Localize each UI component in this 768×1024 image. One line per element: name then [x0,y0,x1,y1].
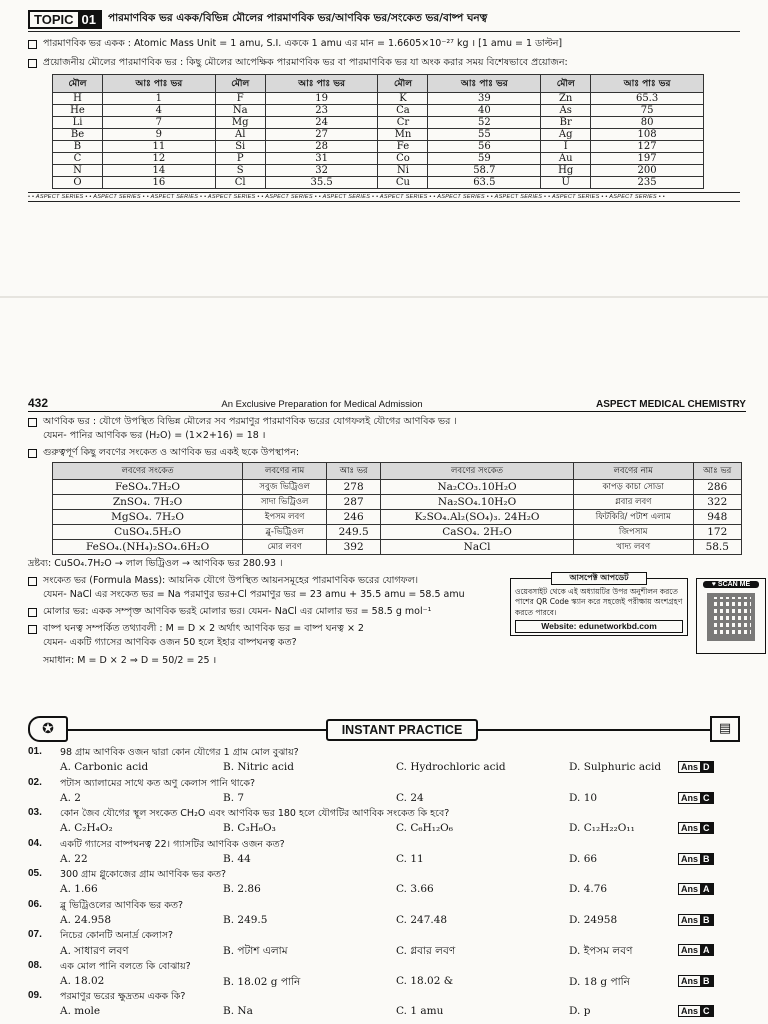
table-cell: Na₂SO₄.10H₂O [381,495,574,510]
answer-key: C [700,823,713,833]
table-cell: 56 [428,141,541,153]
table-cell: He [53,105,103,117]
topic-number: 01 [78,12,100,27]
salt-table-intro [28,446,746,460]
options-row [28,853,742,865]
question-text: 98 গ্রাম আণবিক ওজন দ্বারা কোন যৌগের 1 গ্রাম মোল বুঝায়? [60,747,299,758]
table-cell: FeSO₄.7H₂O [53,480,243,495]
table-cell: 39 [428,93,541,105]
table-cell: Cr [378,117,428,129]
answer-badge [678,944,714,956]
table-cell: 197 [591,153,704,165]
topic-badge [28,10,102,29]
header-center-title: An Exclusive Preparation for Medical Admission [221,399,423,410]
page-number: 432 [28,396,49,410]
table-cell: 75 [591,105,704,117]
table-cell: 19 [265,93,378,105]
option-c: C. Hydrochloric acid [396,761,506,773]
table-cell: 65.3 [591,93,704,105]
answer-label: Ans [681,762,699,772]
table-row [53,540,742,555]
option-b: B. Nitric acid [223,761,294,773]
answer-key: C [700,793,713,803]
table-cell: As [541,105,591,117]
question-line [28,868,742,883]
option-c: C. 1 amu [396,1005,444,1017]
table-cell: Co [378,153,428,165]
table-row [53,495,742,510]
table-cell: 63.5 [428,177,541,189]
question-number: 05. [28,868,42,879]
table-cell: 278 [327,480,381,495]
question-line [28,990,742,1005]
table-cell: খাদ্য লবণ [573,540,693,555]
table-cell: 16 [102,177,215,189]
table-cell: MgSO₄. 7H₂O [53,510,243,525]
table-cell: 52 [428,117,541,129]
option-a: A. সাধারণ লবণ [60,945,129,957]
question-number: 04. [28,837,42,849]
answer-badge [678,883,714,895]
option-b: B. C₃H₆O₃ [223,822,276,834]
question-number: 01. [28,746,42,757]
option-b: B. Na [223,1005,253,1017]
website-link[interactable]: Website: edunetworkbd.com [515,620,683,633]
table-cell: Mn [378,129,428,141]
table-cell: F [215,93,265,105]
table-cell: C [53,153,103,165]
question-item [28,777,742,808]
answer-badge [678,761,714,773]
qr-code-box[interactable] [696,578,766,654]
table-cell: 7 [102,117,215,129]
question-line [28,838,742,853]
option-b: B. 249.5 [223,913,268,926]
option-b: B. 2.86 [223,883,261,895]
option-b: B. 18.02 g পানি [223,975,301,988]
page-edge-divider [0,296,768,298]
table-cell: O [53,177,103,189]
option-a: A. mole [60,1005,101,1017]
note-line: দ্রষ্টব্য: CuSO₄.7H₂O → লাল ভিট্রিওল → আণবিক ভর 280.93 । [28,558,283,569]
question-text: ব্লু ভিট্রিওলের আণবিক ভর কত? [60,899,184,911]
question-list [28,746,742,1021]
question-line [28,899,742,914]
question-item [28,868,742,899]
answer-badge [678,853,714,865]
question-number: 09. [28,990,42,1001]
molecular-mass-def-text: আণবিক ভর : যৌগে উপস্থিত বিভিন্ন মৌলের সব পরমাণুর পারমাণবিক ভরের যোগফলই যৌগের আণবিক ভর । [43,416,457,427]
options-row [28,761,742,773]
table-cell: 4 [102,105,215,117]
question-number: 08. [28,959,42,971]
column-header: লবণের সংকেত [53,463,243,480]
option-c: C. 3.66 [396,883,434,895]
table-cell: ZnSO₄. 7H₂O [53,495,243,510]
option-c: C. 247.48 [396,913,448,926]
table-cell: Cl [215,177,265,189]
answer-label: Ans [681,945,699,955]
table-cell: 286 [693,480,741,495]
answer-label: Ans [681,1006,699,1016]
table-cell: Au [541,153,591,165]
options-row [28,792,742,804]
book-title: ASPECT MEDICAL CHEMISTRY [595,399,746,410]
table-cell: 948 [693,510,741,525]
table-cell: 172 [693,525,741,540]
table-cell: ফিটকিরি/ পটাশ এলাম [573,510,693,525]
table-cell: 12 [102,153,215,165]
option-b: B. 7 [223,791,245,804]
column-header: আঃ পাঃ ভর [265,75,378,93]
notice-title: আসপেক্ট আপডেট [551,572,647,585]
checkbox-square-icon [28,418,37,427]
table-cell: I [541,141,591,153]
table-cell: ইপসম লবণ [243,510,327,525]
table-cell: Cu [378,177,428,189]
answer-label: Ans [681,975,699,986]
table-cell: B [53,141,103,153]
table-row [53,153,704,165]
table-cell: K [378,93,428,105]
question-item [28,899,742,930]
table-header-row [53,75,704,93]
table-cell: 200 [591,165,704,177]
question-line [28,807,742,822]
column-header: মৌল [378,75,428,93]
question-line [28,777,742,792]
options-row [28,883,742,895]
table-row [53,117,704,129]
option-d: D. 18 g পানি [569,975,630,988]
option-d: D. 66 [569,852,598,865]
table-cell: U [541,177,591,189]
option-d: D. 10 [569,791,598,804]
instant-practice-bar [28,716,740,744]
question-item [28,960,742,991]
options-row [28,975,742,992]
question-text: 300 গ্রাম গ্লুকোজের গ্রাম আণবিক ভর কত? [60,869,227,880]
table-cell: 31 [265,153,378,165]
answer-badge [678,975,714,987]
answer-label: Ans [681,792,699,803]
table-cell: 11 [102,141,215,153]
option-d: D. C₁₂H₂₂O₁₁ [569,822,635,834]
column-header: মৌল [53,75,103,93]
option-d: D. 24958 [569,913,618,926]
table-cell: 14 [102,165,215,177]
answer-label: Ans [681,853,699,864]
table-row [53,480,742,495]
question-text: এক মোল পানি বলতে কি বোঝায়? [60,960,191,972]
table-cell: 24 [265,117,378,129]
table-cell: 35.5 [265,177,378,189]
option-a: A. 18.02 [60,974,105,987]
option-c: C. 24 [396,791,424,804]
table-cell: Br [541,117,591,129]
table-cell: CuSO₄.5H₂O [53,525,243,540]
option-b: B. 44 [223,852,251,865]
table-cell: 246 [327,510,381,525]
table-cell: Si [215,141,265,153]
table-cell: Li [53,117,103,129]
table-header-row [53,463,742,480]
table-cell: CaSO₄. 2H₂O [381,525,574,540]
answer-key: A [700,945,713,955]
question-line [28,929,742,944]
table-cell: Ni [378,165,428,177]
question-text: কোন জৈব যৌগের স্থূল সংকেত CH₂O এবং আণবিক ভর 180 হলে যৌগটির আণবিক সংকেত কি হবে? [60,808,450,819]
qr-code-icon [707,593,755,641]
answer-key: D [700,762,713,772]
question-number: 03. [28,807,42,818]
solution-line: সমাধান: M = D × 2 ⇒ D = 50/2 = 25 । [43,655,217,666]
molecular-mass-example: যেমন- পানির আণবিক ভর (H₂O) = (1×2+16) = 18 । [43,430,266,441]
answer-badge [678,1005,714,1017]
options-row [28,822,742,834]
checkbox-square-icon [28,608,37,617]
answer-key: B [700,915,713,925]
column-header: লবণের নাম [243,463,327,480]
table-row [53,525,742,540]
formula-mass-example: যেমন- NaCl এর সংকেত ভর = Na পরমাণুর ভর+Cl পরমাণুর ভর = 23 amu + 35.5 amu = 58.5 amu [43,589,465,600]
option-d: D. 4.76 [569,883,608,895]
answer-label: Ans [681,914,699,925]
table-cell: সবুজ ভিট্রিওল [243,480,327,495]
topic-label: TOPIC [34,12,74,27]
table-cell: 55 [428,129,541,141]
table-cell: সাদা ভিট্রিওল [243,495,327,510]
answer-key: C [700,1006,713,1016]
mass-table-intro [28,56,740,71]
answer-label: Ans [681,823,699,833]
question-text: পটাস অ্যালামের সাথে কত অণু কেলাস পানি থাকে? [60,777,256,789]
molecular-mass-def [28,415,746,429]
table-cell: 80 [591,117,704,129]
question-number: 07. [28,929,42,940]
table-cell: 27 [265,129,378,141]
answer-key: B [700,854,713,864]
question-number: 02. [28,776,42,788]
option-a: A. 22 [60,852,88,865]
table-cell: 392 [327,540,381,555]
answer-badge [678,914,714,926]
answer-badge [678,822,714,834]
option-c: C. গ্লবার লবণ [396,945,456,957]
salt-table [52,462,742,555]
table-cell: জিপসাম [573,525,693,540]
column-header: লবণের সংকেত [381,463,574,480]
page-header [28,396,746,412]
amu-text: পারমাণবিক ভর একক : Atomic Mass Unit = 1 amu, S.I. এককে 1 amu এর মান = 1.6605×10⁻²⁷ kg । [1 amu = 1 ডাল্টন] [43,38,563,49]
vapour-density-text: বাষ্প ঘনত্ব সম্পর্কিত তথ্যাবলী : M = D × 2 অর্থাৎ আণবিক ভর = বাষ্প ঘনত্ব × 2 [43,623,364,634]
option-a: A. C₂H₄O₂ [60,822,113,834]
atomic-mass-table [52,74,704,189]
option-d: D. ইপসম লবণ [569,945,633,957]
table-cell: 58.7 [428,165,541,177]
scan-me-label: ♥ SCAN ME [703,581,759,588]
question-line [28,746,742,761]
formula-mass-text: সংকেত ভর (Formula Mass): আয়নিক যৌগে উপস্থিত আয়নসমূহের পারমাণবিক ভরের যোগফল। [43,575,419,586]
question-text: একটি গ্যাসের বাষ্পঘনত্ব 22। গ্যাসটির আণবিক ওজন কত? [60,838,285,850]
table-cell: 322 [693,495,741,510]
table-cell: কাপড় কাচা সোডা [573,480,693,495]
question-item [28,838,742,869]
column-header: মৌল [541,75,591,93]
options-row [28,914,742,926]
table-cell: S [215,165,265,177]
table-cell: 9 [102,129,215,141]
topic-title: পারমাণবিক ভর একক/বিভিন্ন মৌলের পারমাণবিক ভর/আণবিক ভর/সংকেত ভর/বাষ্প ঘনত্ব [107,12,488,24]
brain-icon: ✪ [28,716,68,742]
table-cell: N [53,165,103,177]
notice-body: ওয়েবসাইট থেকে এই অধ্যায়টির উপর অনুশীলন করতে পাশের QR Code স্ক্যান করে সহজেই পরীক্ষায় অংশগ্রহণ করতে পারবে। [515,586,683,617]
aspect-update-notice [510,573,688,636]
table-cell: FeSO₄.(NH₄)₂SO₄.6H₂O [53,540,243,555]
answer-label: Ans [681,884,699,894]
table-cell: Ca [378,105,428,117]
checkbox-square-icon [28,449,37,458]
table-cell: P [215,153,265,165]
checkbox-square-icon [28,625,37,634]
table-cell: 249.5 [327,525,381,540]
mass-table-intro-text: প্রয়োজনীয় মৌলের পারমাণবিক ভর : কিছু মৌলের আপেক্ষিক পারমাণবিক ভর বা পারমাণবিক ভর যা অংক করার সময় বিশেষভাবে প্রয়োজন: [43,57,568,68]
options-row [28,944,742,961]
table-cell: 235 [591,177,704,189]
option-c: C. 18.02 & [396,974,454,987]
table-cell: 32 [265,165,378,177]
table-cell: Ag [541,129,591,141]
instant-practice-title: INSTANT PRACTICE [326,719,478,741]
answer-badge [678,792,714,804]
aspect-series-strip: • • ASPECT SERIES • • ASPECT SERIES • • ASPECT SERIES • • ASPECT SERIES • • ASPECT SERIES • • ASPECT SERIES • • ASPECT SERIES • • ASPECT SERIES • • ASPECT SERIES • • ASPECT SERIES • • ASPECT SERIES • • [28,192,740,202]
table-cell: 127 [591,141,704,153]
checkbox-square-icon [28,40,37,49]
previous-page-fragment [28,10,740,202]
table-cell: 287 [327,495,381,510]
table-cell: Zn [541,93,591,105]
table-row [53,105,704,117]
table-row [53,129,704,141]
column-header: আঃ ভর [693,463,741,480]
table-cell: গ্লবার লবণ [573,495,693,510]
question-item [28,990,742,1021]
table-cell: 28 [265,141,378,153]
table-cell: Na [215,105,265,117]
table-cell: Fe [378,141,428,153]
checkbox-square-icon [28,577,37,586]
answer-key: A [700,884,713,894]
topic-header [28,10,740,32]
page-432 [28,396,751,668]
table-cell: Na₂CO₃.10H₂O [381,480,574,495]
column-header: মৌল [215,75,265,93]
option-d: D. Sulphuric acid [569,761,662,773]
book-icon: ▤ [710,716,740,742]
table-cell: 1 [102,93,215,105]
vapour-density-example: যেমন- একটি গ্যাসের আণবিক ওজন 50 হলে ইহার বাষ্পঘনত্ব কত? [43,637,297,648]
table-row [53,165,704,177]
question-number: 06. [28,898,42,910]
info-section [28,573,751,668]
column-header: লবণের নাম [573,463,693,480]
question-item [28,807,742,838]
table-cell: K₂SO₄.Al₂(SO₄)₃. 24H₂O [381,510,574,525]
column-header: আঃ পাঃ ভর [428,75,541,93]
question-item [28,929,742,960]
option-b: B. পটাশ এলাম [223,945,288,957]
table-cell: 59 [428,153,541,165]
table-cell: Al [215,129,265,141]
option-c: C. 11 [396,852,424,865]
table-cell: Hg [541,165,591,177]
column-header: আঃ ভর [327,463,381,480]
table-row [53,510,742,525]
table-row [53,141,704,153]
table-cell: Mg [215,117,265,129]
table-cell: H [53,93,103,105]
table-row [53,93,704,105]
checkbox-square-icon [28,59,37,68]
table-cell: 108 [591,129,704,141]
table-cell: Be [53,129,103,141]
question-item [28,746,742,777]
amu-line [28,36,740,52]
molar-mass-text: মোলার ভর: একক সম্পৃক্ত আণবিক ভরই মোলার ভর। যেমন- NaCl এর মোলার ভর = 58.5 g mol⁻¹ [43,606,432,617]
option-d: D. p [569,1005,591,1017]
table-cell: 23 [265,105,378,117]
options-row [28,1005,742,1017]
table-cell: ব্লু-ভিট্রিওল [243,525,327,540]
question-text: পরমাণুর ভরের ক্ষুদ্রতম একক কি? [60,991,186,1002]
table-cell: NaCl [381,540,574,555]
question-line [28,960,742,975]
option-a: A. 1.66 [60,883,98,895]
column-header: আঃ পাঃ ভর [591,75,704,93]
salt-table-intro-text: গুরুত্বপূর্ণ কিছু লবণের সংকেত ও আণবিক ভর একই ছকে উপস্থাপন: [43,447,300,458]
table-row [53,177,704,189]
table-cell: 58.5 [693,540,741,555]
question-text: নিচের কোনটি অনার্দ্র কেলাস? [60,930,174,941]
option-a: A. 2 [60,791,81,804]
column-header: আঃ পাঃ ভর [102,75,215,93]
answer-key: B [700,976,713,986]
table-cell: মোর লবণ [243,540,327,555]
table-cell: 40 [428,105,541,117]
option-a: A. 24.958 [60,913,111,926]
option-c: C. C₆H₁₂O₆ [396,822,453,834]
option-a: A. Carbonic acid [60,761,149,773]
